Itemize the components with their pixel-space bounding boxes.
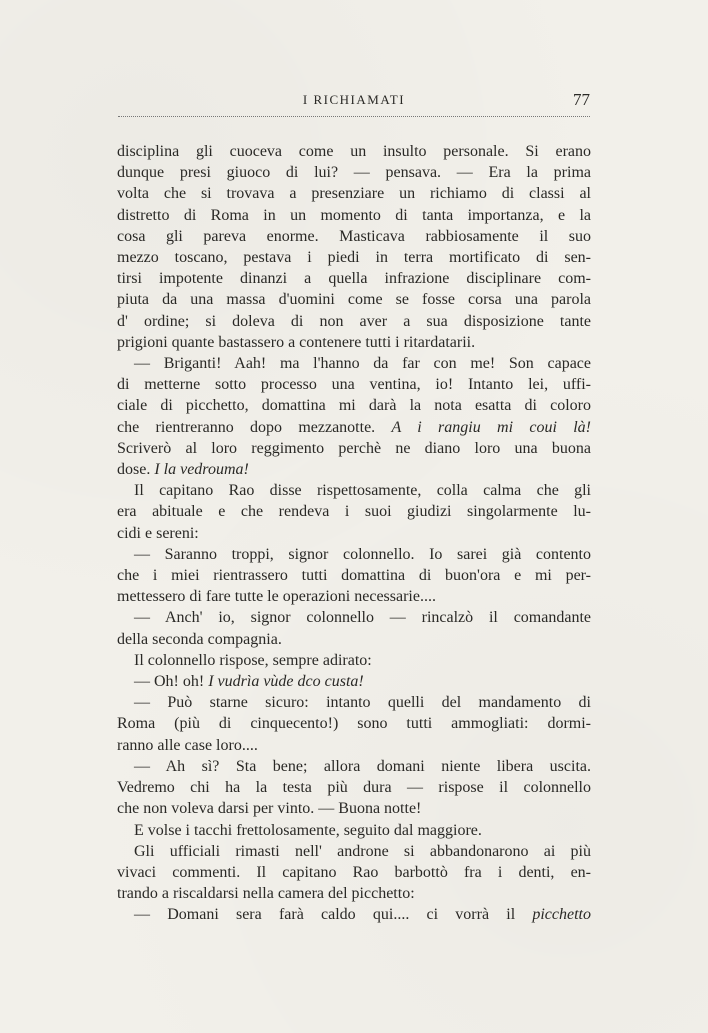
text-segment: di metterne sotto processo una ventina, io! Intanto lei, uffi- xyxy=(117,376,591,394)
text-line xyxy=(117,586,591,607)
text-segment: era abituale e che rendeva i suoi giudizi singolarmente lu- xyxy=(117,503,591,521)
text-line xyxy=(117,544,591,565)
italic-text: I la vedrouma! xyxy=(154,461,249,479)
italic-text: picchetto xyxy=(532,906,591,924)
text-segment: dose. xyxy=(117,461,155,479)
text-segment: distretto di Roma in un momento di tanta importanza, e la xyxy=(117,206,591,224)
text-line xyxy=(117,607,591,628)
text-segment: — Domani sera farà caldo qui.... ci vorrà il xyxy=(134,906,533,924)
text-line xyxy=(117,735,591,756)
text-line xyxy=(117,692,591,713)
text-line xyxy=(117,777,591,798)
text-line xyxy=(117,650,591,671)
text-segment: mezzo toscano, pestava i piedi in terra mortificato di sen- xyxy=(117,249,591,267)
text-line xyxy=(117,226,591,247)
text-line xyxy=(117,713,591,734)
body-text xyxy=(117,141,591,926)
header-rule xyxy=(118,116,590,117)
text-line xyxy=(117,904,591,925)
text-line xyxy=(117,841,591,862)
text-line xyxy=(117,205,591,226)
text-line xyxy=(117,162,591,183)
text-segment: E volse i tacchi frettolosamente, seguito dal maggiore. xyxy=(134,821,482,839)
text-line xyxy=(117,862,591,883)
text-segment: — Oh! oh! xyxy=(134,673,209,691)
text-segment: della seconda compagnia. xyxy=(117,630,282,648)
text-line xyxy=(117,480,591,501)
text-segment: prigioni quante bastassero a contenere tutti i ritardatarii. xyxy=(117,333,476,351)
text-segment: disciplina gli cuoceva come un insulto personale. Si erano xyxy=(117,143,591,160)
text-segment: — Anch' io, signor colonnello — rincalzò il comandante xyxy=(134,609,591,627)
text-line xyxy=(117,395,591,416)
page-number: 77 xyxy=(573,90,590,109)
text-segment: che i miei rientrassero tutti domattina di buon'ora e mi per- xyxy=(117,567,591,585)
text-segment: Vedremo chi ha la testa più dura — rispose il colonnello xyxy=(117,779,591,797)
text-line xyxy=(117,141,591,162)
text-line xyxy=(117,883,591,904)
text-segment: vivaci commenti. Il capitano Rao barbottò fra i denti, en- xyxy=(117,863,591,881)
running-head xyxy=(118,90,590,116)
text-segment: volta che si trovava a presenziare un richiamo di classi al xyxy=(117,185,591,203)
text-line xyxy=(117,417,591,438)
text-line xyxy=(117,523,591,544)
text-line xyxy=(117,459,591,480)
text-line xyxy=(117,353,591,374)
text-segment: Il capitano Rao disse rispettosamente, colla calma che gli xyxy=(134,482,591,500)
text-segment: — Saranno troppi, signor colonnello. Io sarei già contento xyxy=(134,545,591,563)
text-segment: Gli ufficiali rimasti nell' androne si abbandonarono ai più xyxy=(134,842,591,860)
chapter-title: I RICHIAMATI xyxy=(302,92,406,107)
text-segment: cosa gli pareva enorme. Masticava rabbiosamente il suo xyxy=(117,227,591,245)
text-line xyxy=(117,374,591,395)
text-segment: che non voleva darsi per vinto. — Buona notte! xyxy=(117,800,422,818)
text-segment: Il colonnello rispose, sempre adirato: xyxy=(134,651,372,669)
text-line xyxy=(117,183,591,204)
text-line xyxy=(117,438,591,459)
italic-text: A i rangiu mi coui là! xyxy=(391,418,592,436)
text-line xyxy=(117,501,591,522)
text-segment: dunque presi giuoco di lui? — pensava. — Era la prima xyxy=(117,164,591,182)
text-line xyxy=(117,820,591,841)
text-segment: Scriverò al loro reggimento perchè ne diano loro una buona xyxy=(117,439,591,457)
text-segment: ranno alle case loro.... xyxy=(117,736,258,754)
text-line xyxy=(117,565,591,586)
text-line xyxy=(117,268,591,289)
text-line xyxy=(117,629,591,650)
text-segment: d' ordine; si doleva di non aver a sua disposizione tante xyxy=(117,312,591,330)
text-line xyxy=(117,311,591,332)
text-line xyxy=(117,247,591,268)
text-line xyxy=(117,289,591,310)
text-segment: piuta da una massa d'uomini come se fosse corsa una parola xyxy=(117,291,591,309)
text-line xyxy=(117,671,591,692)
text-segment: tirsi impotente dinanzi a quella infrazione disciplinare com- xyxy=(117,270,591,288)
text-line xyxy=(117,332,591,353)
text-segment: Roma (più di cinquecento!) sono tutti ammogliati: dormi- xyxy=(117,715,591,733)
text-segment: trando a riscaldarsi nella camera del picchetto: xyxy=(117,885,415,903)
text-segment: — Può starne sicuro: intanto quelli del mandamento di xyxy=(134,694,591,712)
text-segment: mettessero di fare tutte le operazioni necessarie.... xyxy=(117,588,436,606)
text-segment: ciale di picchetto, domattina mi darà la nota esatta di coloro xyxy=(117,397,591,415)
text-segment: — Ah sì? Sta bene; allora domani niente libera uscita. xyxy=(134,757,591,775)
italic-text: I vudrìa vùde dco custa! xyxy=(208,673,364,691)
text-line xyxy=(117,798,591,819)
text-segment: — Briganti! Aah! ma l'hanno da far con me! Son capace xyxy=(134,355,591,373)
text-segment: che rientreranno dopo mezzanotte. xyxy=(117,418,392,436)
text-line xyxy=(117,756,591,777)
text-segment: cidi e sereni: xyxy=(117,524,199,542)
